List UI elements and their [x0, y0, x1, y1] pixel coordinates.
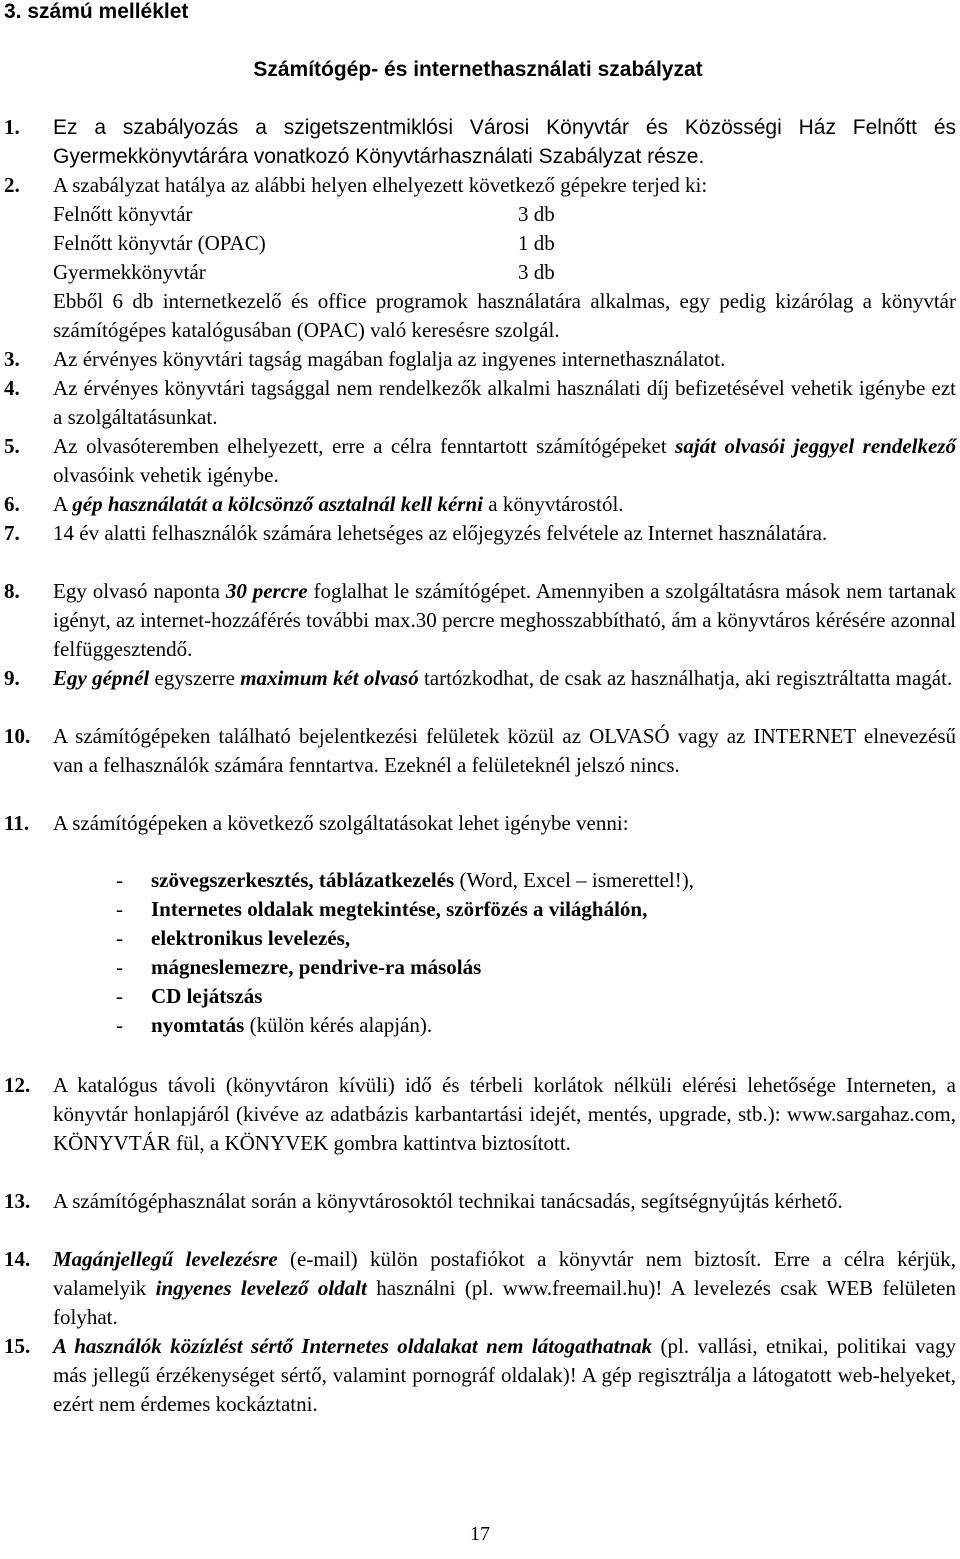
item-text: A számítógépeken a következő szolgáltatásokat lehet igénybe venni: [53, 811, 629, 835]
emphasis: ingyenes levelező oldalt [155, 1276, 367, 1300]
location-label: Felnőtt könyvtár [53, 202, 193, 226]
rule-item-15 [0, 1332, 956, 1419]
rule-item-1 [0, 113, 956, 171]
item-text: Ez a szabályozás a szigetszentmiklósi Városi Könyvtár és Közösségi Ház Felnőtt és Gyermekkönyvtárára vonatkozó Könyvtárhasználati Szabályzat része. [53, 116, 956, 168]
machine-row [53, 258, 956, 287]
rule-item-12 [0, 1071, 956, 1158]
item-text: A gép használatát a kölcsönző asztalnál kell kérni a könyvtárostól. [53, 492, 624, 516]
machine-row [53, 229, 956, 258]
item-number: 9. [4, 666, 20, 690]
location-label: Felnőtt könyvtár (OPAC) [53, 231, 266, 255]
rule-item-11 [0, 809, 956, 838]
rule-item-8 [0, 577, 956, 664]
item-number: 15. [4, 1334, 31, 1358]
item-number: 8. [4, 579, 20, 603]
annex-header: 3. számú melléklet [4, 0, 189, 23]
rule-item-5 [0, 432, 956, 490]
list-item: - mágneslemezre, pendrive-ra másolás [116, 955, 482, 979]
rule-item-3 [0, 345, 956, 374]
rule-item-2 [0, 171, 956, 345]
rule-item-7 [0, 519, 956, 548]
item-text: Egy gépnél egyszerre maximum két olvasó tartózkodhat, de csak az használhatja, aki regisztráltatta magát. [53, 666, 953, 690]
rule-item-9 [0, 664, 956, 693]
machine-row [53, 200, 956, 229]
item-number: 5. [4, 434, 20, 458]
item-text: Az érvényes könyvtári tagság magában foglalja az ingyenes internethasználatot. [53, 347, 726, 371]
item-text: 14 év alatti felhasználók számára lehetséges az előjegyzés felvétele az Internet használatára. [53, 521, 828, 545]
emphasis: Magánjellegű levelezésre [53, 1247, 278, 1271]
item-text: A számítógépeken található bejelentkezési felületek közül az OLVASÓ vagy az INTERNET elnevezésű van a felhasználók számára fenntartva. Ezeknél a felületeknél jelszó nincs. [53, 724, 956, 777]
list-item: - nyomtatás (külön kérés alapján). [116, 1013, 433, 1037]
machine-count: 1 db [518, 231, 555, 255]
item-text: Az olvasóteremben elhelyezett, erre a célra fenntartott számítógépeket saját olvasói jeggyel rendelkező olvasóink vehetik igénybe. [53, 434, 956, 487]
item-number: 1. [4, 115, 20, 139]
services-list [116, 866, 694, 1040]
rule-item-13 [0, 1187, 956, 1216]
item-number: 6. [4, 492, 20, 516]
list-item: - elektronikus levelezés, [116, 926, 351, 950]
item-text: A szabályzat hatálya az alábbi helyen elhelyezett következő gépekre terjed ki: [53, 173, 708, 197]
emphasis: gép használatát a kölcsönző asztalnál kell kérni [72, 492, 483, 516]
item-text: A számítógéphasználat során a könyvtárosoktól technikai tanácsadás, segítségnyújtás kérhető. [53, 1189, 843, 1213]
item-number: 2. [4, 173, 20, 197]
emphasis: A használók közízlést sértő Internetes oldalakat nem látogathatnak [53, 1334, 653, 1358]
list-item: - szövegszerkesztés, táblázatkezelés (Word, Excel – ismerettel!), [116, 868, 694, 892]
machine-count: 3 db [518, 202, 555, 226]
machine-count: 3 db [518, 260, 555, 284]
rule-item-14 [0, 1245, 956, 1332]
item-number: 11. [4, 811, 30, 835]
page-number: 17 [470, 1523, 490, 1545]
emphasis: Egy gépnél [53, 666, 150, 690]
emphasis: 30 percre [225, 579, 308, 603]
rule-item-10 [0, 722, 956, 780]
item-number: 3. [4, 347, 20, 371]
item-number: 4. [4, 376, 20, 400]
rule-item-4 [0, 374, 956, 432]
rule-item-6 [0, 490, 956, 519]
item-number: 7. [4, 521, 20, 545]
item-text: A használók közízlést sértő Internetes oldalakat nem látogathatnak (pl. vallási, etnikai, politikai vagy más jellegű érzékenységet sértő, valamint pornográf oldalak)! A gép regisztrálja a látogatott web-helyeket, ezért nem érdemes kockáztatni. [53, 1334, 956, 1416]
page-title: Számítógép- és internethasználati szabályzat [253, 58, 703, 81]
item-text: Egy olvasó naponta 30 percre foglalhat le számítógépet. Amennyiben a szolgáltatásra mások nem tartanak igényt, az internet-hozzáférés további max.30 percre meghosszabbítható, ám a könyvtáros kérésére azonnal felfüggesztendő. [53, 579, 956, 661]
item-text: A katalógus távoli (könyvtáron kívüli) idő és térbeli korlátok nélküli elérési lehetősége Interneten, a könyvtár honlapjáról (kivéve az adatbázis karbantartási idejét, mentés, upgrade, stb.): www.sargahaz.com, KÖNYVTÁR fül, a KÖNYVEK gombra kattintva biztosított. [53, 1073, 956, 1155]
list-item: - CD lejátszás [116, 984, 263, 1008]
list-item: - Internetes oldalak megtekintése, szörfözés a világhálón, [116, 897, 648, 921]
item-number: 12. [4, 1073, 31, 1097]
emphasis: maximum két olvasó [240, 666, 419, 690]
item-number: 10. [4, 724, 31, 748]
location-label: Gyermekkönyvtár [53, 260, 206, 284]
item-text: Az érvényes könyvtári tagsággal nem rendelkezők alkalmi használati díj befizetésével vehetik igénybe ezt a szolgáltatásunkat. [53, 376, 956, 429]
item-number: 14. [4, 1247, 31, 1271]
emphasis: saját olvasói jeggyel rendelkező [675, 434, 956, 458]
item-text: Magánjellegű levelezésre (e-mail) külön postafiókot a könyvtár nem biztosít. Erre a célra kérjük, valamelyik ingyenes levelező oldalt használni (pl. www.freemail.hu)! A levelezés csak WEB felületen folyhat. [53, 1247, 956, 1329]
item-text-continued: Ebből 6 db internetkezelő és office programok használatára alkalmas, egy pedig kizárólag a könyvtár számítógépes katalógusában (OPAC) való keresésre szolgál. [53, 289, 956, 342]
item-number: 13. [4, 1189, 31, 1213]
